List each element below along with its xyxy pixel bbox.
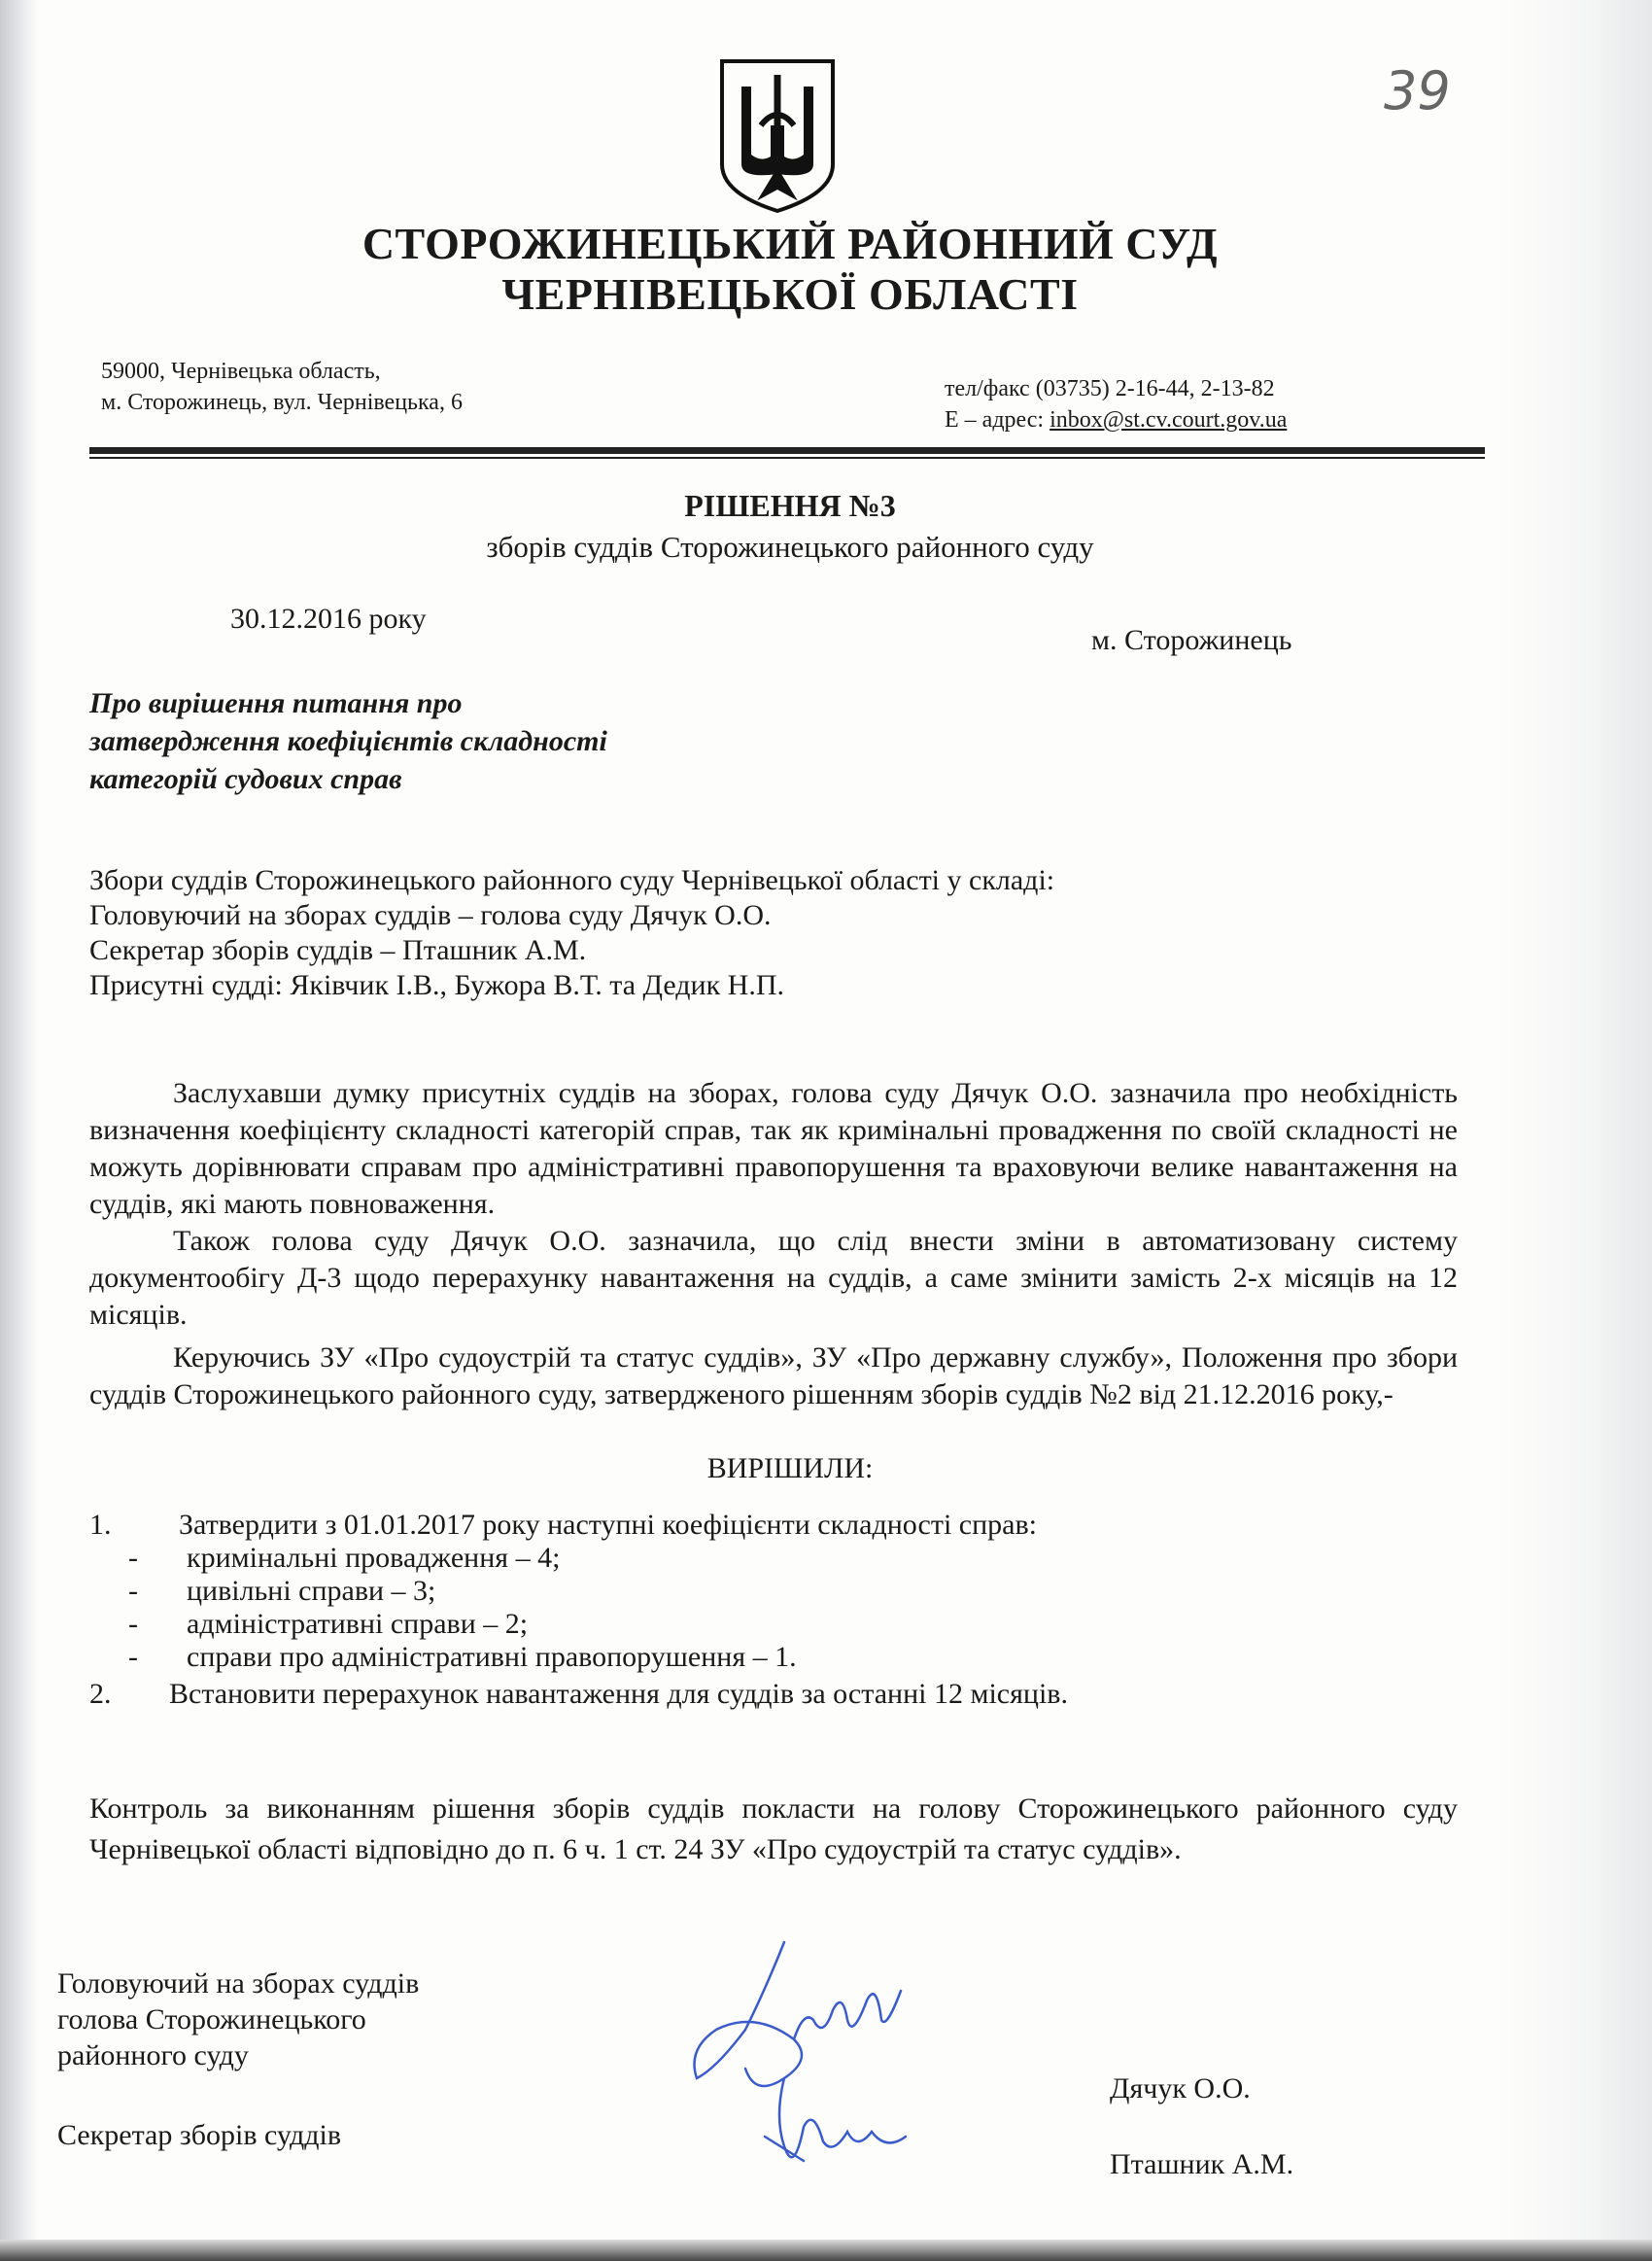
phone-fax: тел/факс (03735) 2-16-44, 2-13-82 bbox=[945, 376, 1275, 401]
composition-line: Секретар зборів суддів – Пташник А.М. bbox=[89, 934, 587, 966]
subject-line: категорій судових справ bbox=[89, 763, 402, 795]
subitem: кримінальні провадження – 4; bbox=[187, 1542, 561, 1574]
body-paragraphs bbox=[89, 1075, 1458, 1413]
role-line: Головуючий на зборах суддів bbox=[57, 1967, 420, 2000]
control-paragraph bbox=[89, 1789, 1458, 1870]
decision-place: м. Сторожинець bbox=[1091, 624, 1292, 656]
secretary-role: Секретар зборів суддів bbox=[57, 2119, 342, 2151]
chair-role bbox=[57, 1965, 419, 2073]
subitem: цивільні справи – 3; bbox=[187, 1575, 436, 1607]
decision-subtitle: зборів суддів Сторожинецького районного суду bbox=[486, 530, 1094, 564]
item-text: Затвердити з 01.01.2017 року наступні коефіцієнти складності справ: bbox=[179, 1509, 1037, 1541]
item-number: 1. bbox=[89, 1509, 112, 1541]
role-line: районного суду bbox=[57, 2039, 249, 2071]
item-number: 2. bbox=[89, 1678, 112, 1710]
paragraph: Керуючись ЗУ «Про судоустрій та статус суддів», ЗУ «Про державну службу», Положення про збори суддів Сторожинецького районного суду, затвердженого рішенням зборів суддів №2 від 21.12.2016 року,- bbox=[89, 1341, 1458, 1410]
court-name-line1: СТОРОЖИНЕЦЬКИЙ РАЙОННИЙ СУД bbox=[361, 219, 1219, 268]
item-text: Встановити перерахунок навантаження для суддів за останні 12 місяців. bbox=[169, 1678, 1068, 1710]
role-line: голова Сторожинецького bbox=[57, 2003, 366, 2035]
scan-right-edge bbox=[1497, 0, 1652, 2261]
decided-heading: ВИРІШИЛИ: bbox=[706, 1452, 874, 1484]
composition-line: Збори суддів Сторожинецького районного суду Чернівецької області у складі: bbox=[89, 864, 1055, 896]
control-text: Контроль за виконанням рішення зборів суддів покласти на голову Сторожинецького районного суду Чернівецької області відповідно до п. 6 ч. 1 ст. 24 ЗУ «Про судоустрій та статус суддів». bbox=[89, 1792, 1458, 1865]
paragraph: Також голова суду Дячук О.О. зазначила, що слід внести зміни в автоматизовану систему документообігу Д-3 щодо перерахунку навантаження на суддів, а саме змінити замість 2-х місяців на 12 місяців. bbox=[89, 1225, 1458, 1331]
paragraph: Заслухавши думку присутніх суддів на зборах, голова суду Дячук О.О. зазначила про необхідність визначення коефіцієнту складності категорій справ, так як кримінальні провадження по своїй складності не можуть дорівнювати справам про адміністративні правопорушення та враховуючи велике навантаження на суддів, які мають повноваження. bbox=[89, 1077, 1458, 1220]
scan-left-shadow bbox=[0, 0, 39, 2261]
decision-items: 1. Затвердити з 01.01.2017 року наступні коефіцієнти складності справ: - кримінальні провадження – 4; - цивільні справи – 3; - адміністративні справи – 2; - справи про адміністративні правопорушення – 1. 2. Встановити перерахунок навантаження для суддів за останні 12 місяців. bbox=[89, 1509, 1068, 1710]
address-line1: 59000, Чернівецька область, bbox=[101, 359, 381, 384]
subject-line: Про вирішення питання про bbox=[89, 687, 463, 719]
decision-title: РІШЕННЯ №3 bbox=[684, 488, 896, 523]
subitem: адміністративні справи – 2; bbox=[187, 1608, 529, 1640]
email-link[interactable]: inbox@st.cv.court.gov.ua bbox=[1050, 407, 1288, 433]
address-line2: м. Сторожинець, вул. Чернівецька, 6 bbox=[101, 390, 463, 415]
header-divider-thin bbox=[89, 457, 1485, 459]
decision-date: 30.12.2016 року bbox=[230, 603, 427, 635]
subitem: справи про адміністративні правопорушення – 1. bbox=[187, 1641, 797, 1673]
header-divider bbox=[89, 447, 1485, 454]
composition-line: Присутні судді: Яківчик І.В., Бужора В.Т. та Дедик Н.П. bbox=[89, 969, 785, 1001]
email-label: Е – адрес: bbox=[945, 407, 1045, 433]
subject-heading bbox=[89, 684, 607, 798]
coat-of-arms-icon bbox=[718, 57, 837, 215]
secretary-name: Пташник А.М. bbox=[1110, 2148, 1294, 2180]
composition bbox=[89, 863, 1054, 1003]
subject-line: затвердження коефіцієнтів складності bbox=[89, 725, 607, 757]
composition-line: Головуючий на зборах суддів – голова суду Дячук О.О. bbox=[89, 899, 772, 931]
court-name-line2: ЧЕРНІВЕЦЬКОЇ ОБЛАСТІ bbox=[501, 269, 1079, 319]
handwritten-signature bbox=[677, 1932, 930, 2185]
page-number: 39 bbox=[1384, 60, 1451, 122]
chair-name: Дячук О.О. bbox=[1110, 2072, 1251, 2104]
scan-bottom-edge bbox=[0, 2240, 1652, 2261]
